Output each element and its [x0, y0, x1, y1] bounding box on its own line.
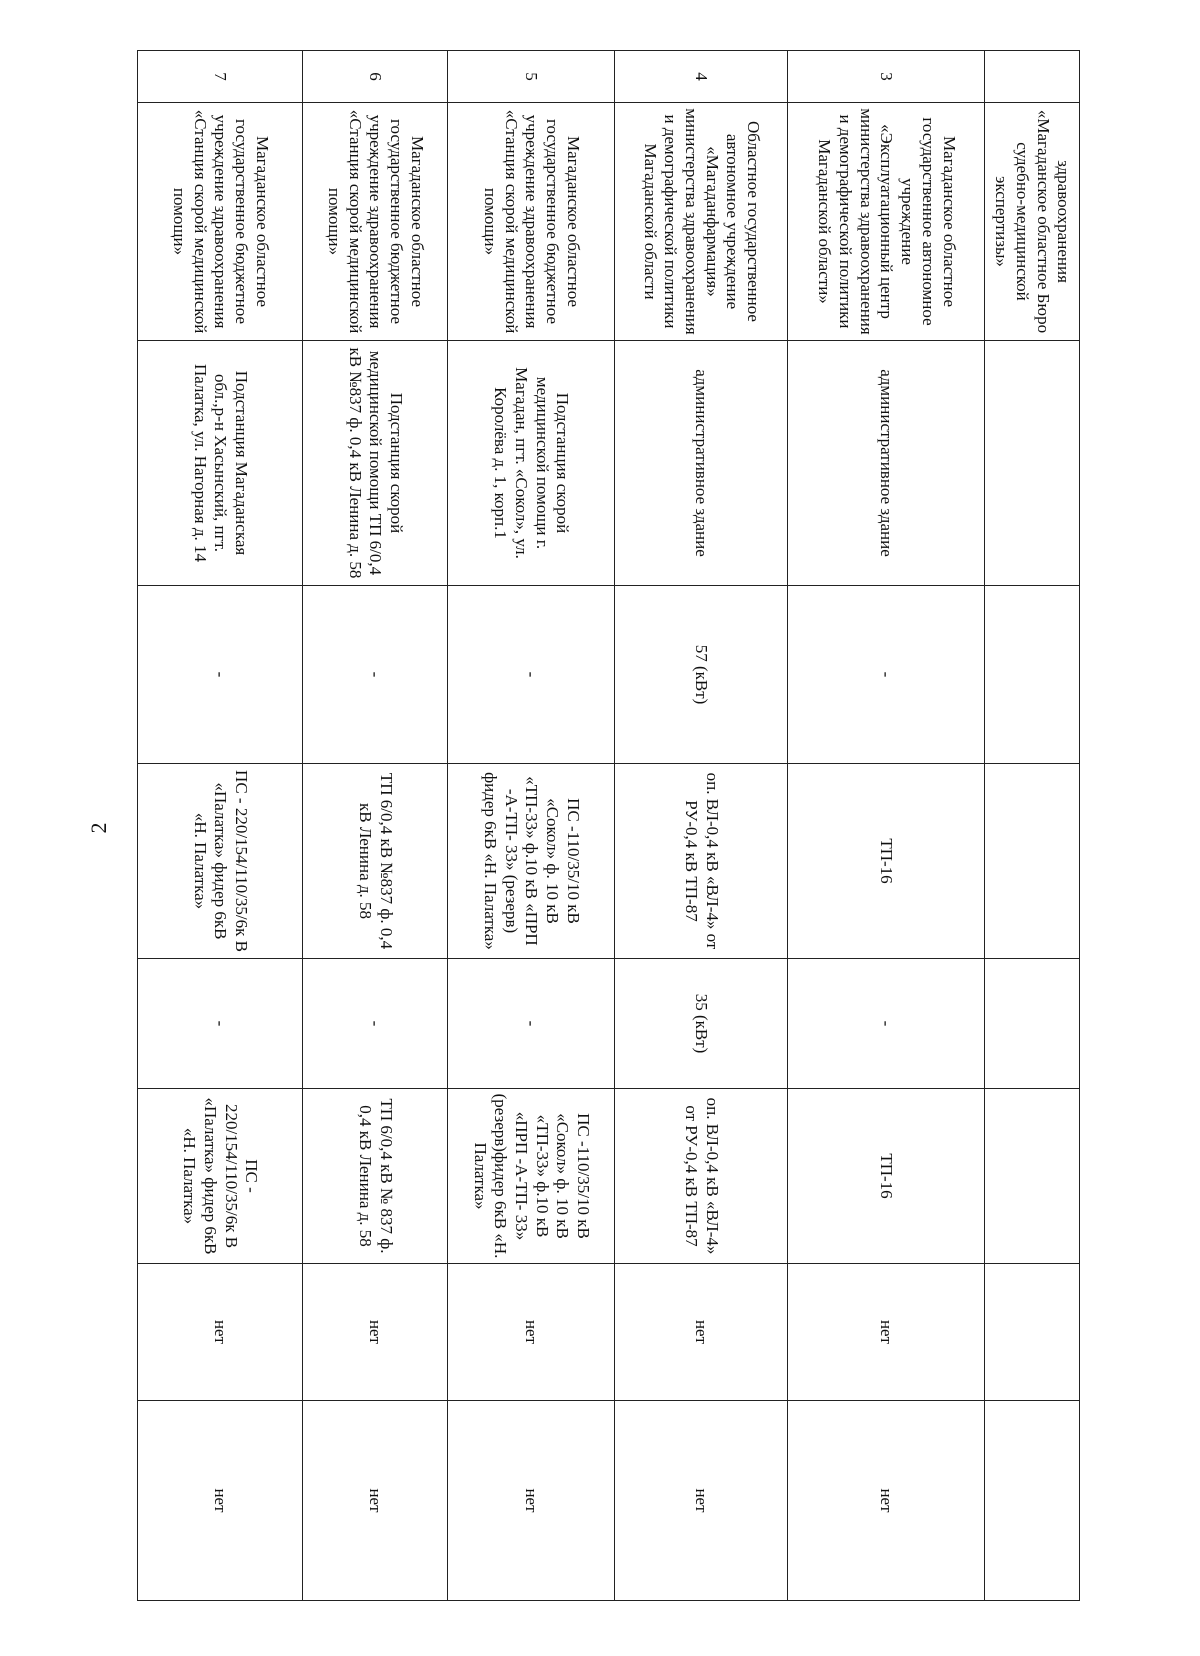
cell-source1: оп. ВЛ-0,4 кВ «ВЛ-4» от РУ-0,4 кВ ТП-87 — [615, 764, 788, 959]
cell-num: 6 — [303, 51, 448, 103]
cell-power1 — [985, 586, 1080, 764]
cell-power1: 57 (кВт) — [615, 586, 788, 764]
cell-flag1: нет — [448, 1264, 615, 1401]
cell-power2: - — [303, 959, 448, 1089]
rotated-table-sheet — [138, 50, 1080, 1600]
cell-flag2: нет — [303, 1401, 448, 1601]
cell-source2: ПС -110/35/10 кВ «Сокол» ф. 10 кВ «ТП-33» ф.10 кВ «ПРП -А-ТП- 33» (резерв)фидер 6кВ «Н. Палатка» — [448, 1089, 615, 1264]
cell-object: административное здание — [615, 341, 788, 586]
cell-org: Магаданское областное государственное бюджетное учреждение здравоохранения «Станция скорой медицинской помощи» — [303, 103, 448, 341]
cell-object: административное здание — [788, 341, 985, 586]
table-row — [138, 51, 303, 1601]
cell-flag1: нет — [138, 1264, 303, 1401]
cell-power2 — [985, 959, 1080, 1089]
cell-flag2: нет — [615, 1401, 788, 1601]
cell-source1 — [985, 764, 1080, 959]
table-row — [448, 51, 615, 1601]
cell-source2: ТП-16 — [788, 1089, 985, 1264]
cell-source2 — [985, 1089, 1080, 1264]
cell-org: Областное государственное автономное учреждение «Магаданфармация» министерства здравоохранения и демографической политики Магаданской области — [615, 103, 788, 341]
cell-flag1: нет — [788, 1264, 985, 1401]
cell-power1: - — [448, 586, 615, 764]
cell-flag1: нет — [615, 1264, 788, 1401]
cell-org: здравоохранения «Магаданское областное Бюро судебно-медицинской экспертизы» — [985, 103, 1080, 341]
cell-object: Подстанция Магаданская обл.,р-н Хасынский, пгт. Палатка, ул. Нагорная д. 14 — [138, 341, 303, 586]
cell-power2: - — [448, 959, 615, 1089]
cell-num: 7 — [138, 51, 303, 103]
cell-source1: ТП 6/0,4 кВ №837 ф. 0,4 кВ Ленина д. 58 — [303, 764, 448, 959]
cell-flag2 — [985, 1401, 1080, 1601]
cell-num — [985, 51, 1080, 103]
cell-object — [985, 341, 1080, 586]
cell-source1: ТП-16 — [788, 764, 985, 959]
cell-source1: ПС - 220/154/110/35/6к В «Палатка» фидер 6кВ «Н. Палатка» — [138, 764, 303, 959]
cell-org: Магаданское областное государственное бюджетное учреждение здравоохранения «Станция скорой медицинской помощи» — [448, 103, 615, 341]
cell-num: 4 — [615, 51, 788, 103]
cell-num: 5 — [448, 51, 615, 103]
table-row-continued — [985, 51, 1080, 1601]
cell-power2: - — [788, 959, 985, 1089]
cell-power1: - — [788, 586, 985, 764]
cell-num: 3 — [788, 51, 985, 103]
page-number: 2 — [86, 822, 111, 834]
power-supply-table — [137, 50, 1080, 1601]
cell-power2: 35 (кВт) — [615, 959, 788, 1089]
cell-object: Подстанция скорой медицинской помощи г. Магадан, пгт. «Сокол», ул. Королёва д. 1, корп.1 — [448, 341, 615, 586]
cell-org: Магаданское областное государственное бюджетное учреждение здравоохранения «Станция скорой медицинской помощи» — [138, 103, 303, 341]
table-row — [303, 51, 448, 1601]
cell-power2: - — [138, 959, 303, 1089]
cell-flag1 — [985, 1264, 1080, 1401]
cell-object: Подстанция скорой медицинской помощи ТП 6/0,4 кВ №837 ф. 0,4 кВ Ленина д. 58 — [303, 341, 448, 586]
cell-source2: ПС - 220/154/110/35/6к В «Палатка» фидер 6кВ «Н. Палатка» — [138, 1089, 303, 1264]
cell-source2: ТП 6/0,4 кВ № 837 ф. 0,4 кВ Ленина д. 58 — [303, 1089, 448, 1264]
cell-org: Магаданское областное государственное автономное учреждение «Эксплуатационный центр министерства здравоохранения и демографической политики Магаданской области» — [788, 103, 985, 341]
cell-flag2: нет — [448, 1401, 615, 1601]
cell-flag2: нет — [138, 1401, 303, 1601]
table-row — [615, 51, 788, 1601]
cell-power1: - — [138, 586, 303, 764]
cell-flag2: нет — [788, 1401, 985, 1601]
table-row — [788, 51, 985, 1601]
cell-power1: - — [303, 586, 448, 764]
cell-source2: оп. ВЛ-0,4 кВ «ВЛ-4» от РУ-0,4 кВ ТП-87 — [615, 1089, 788, 1264]
cell-flag1: нет — [303, 1264, 448, 1401]
cell-source1: ПС -110/35/10 кВ «Сокол» ф. 10 кВ «ТП-33» ф.10 кВ «ПРП -А-ТП- 33» (резерв) фидер 6кВ «Н. Палатка» — [448, 764, 615, 959]
